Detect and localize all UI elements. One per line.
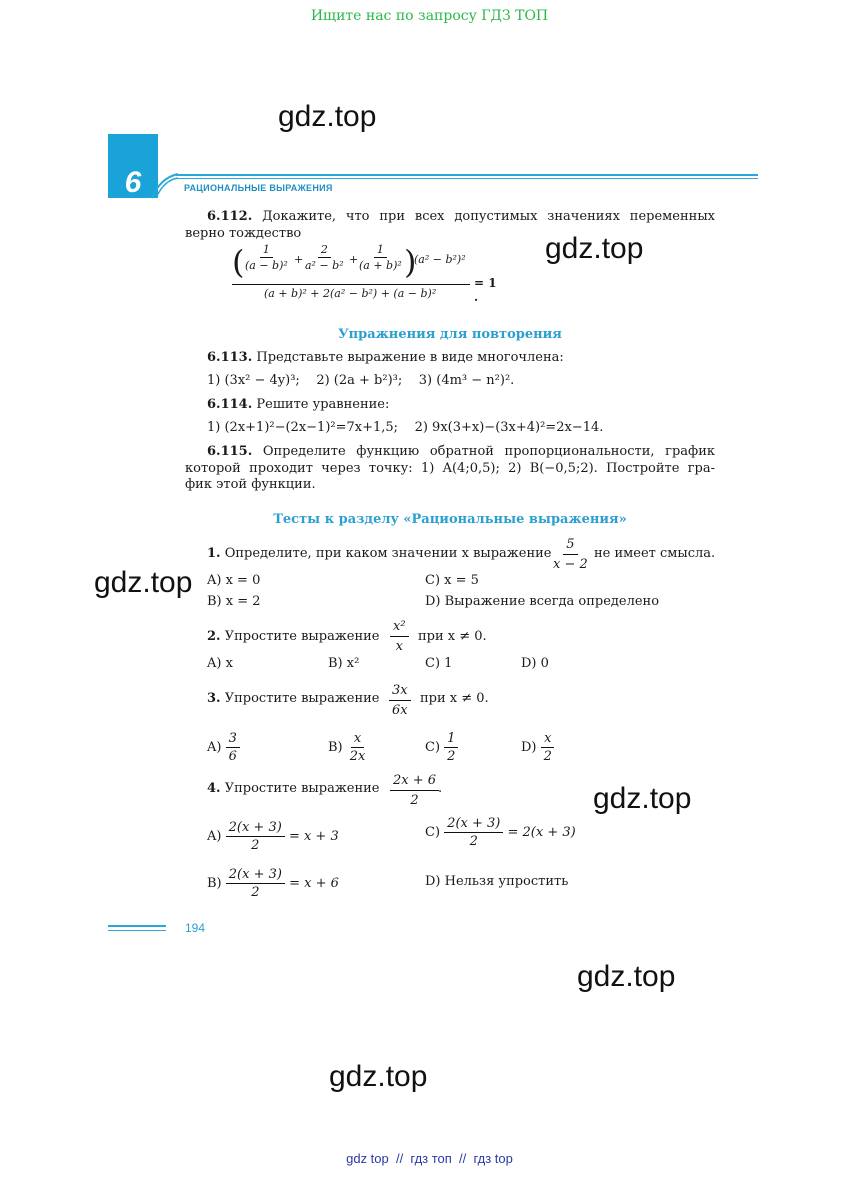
option-label: C) <box>425 740 441 755</box>
fraction-num: x² <box>390 618 409 637</box>
bottom-links[interactable]: gdz top // гдз топ // гдз top <box>346 1151 513 1166</box>
fraction <box>242 243 291 272</box>
problem-text: Решите уравнение: <box>256 397 390 412</box>
test-2-option-d[interactable]: D) 0 <box>521 656 549 671</box>
test-1-fraction <box>550 536 591 573</box>
footer-rule <box>108 930 166 931</box>
problem-text: Представьте выражение в виде многочлена: <box>256 350 564 365</box>
header-rule <box>176 174 758 176</box>
test-text: Упростите выражение <box>224 781 380 796</box>
watermark: gdz.top <box>94 566 193 599</box>
fraction-num: 5 <box>563 536 577 555</box>
problem-6-114-items: 1) (2x+1)²−(2x−1)²=7x+1,5; 2) 9x(3+x)−(3x+4)²=2x−14. <box>207 420 604 435</box>
header-rule <box>176 178 758 179</box>
fraction-den: x <box>395 639 403 654</box>
test-text: Упростите выражение <box>224 629 380 644</box>
test-1-option-a[interactable]: A) x = 0 <box>207 573 261 588</box>
problem-number: 6.115. <box>207 444 253 459</box>
fraction-num: 3x <box>389 682 411 701</box>
test-2-question-end: при x ≠ 0. <box>418 629 487 644</box>
fraction-num: 2(x + 3) <box>444 816 503 833</box>
option-rest: = x + 6 <box>289 876 339 891</box>
fraction-den: 2 <box>251 885 260 900</box>
test-text: Упростите выражение <box>224 691 380 706</box>
identity-formula <box>232 243 497 303</box>
top-search-link[interactable]: Ищите нас по запросу ГДЗ ТОП <box>310 8 549 24</box>
footer-rule <box>108 925 166 927</box>
test-4-fraction <box>390 772 439 809</box>
problem-6-113 <box>207 349 564 366</box>
chapter-title: РАЦИОНАЛЬНЫЕ ВЫРАЖЕНИЯ <box>184 183 333 193</box>
formula-factor: (a² − b²)² <box>414 253 466 266</box>
option-fraction <box>541 731 555 764</box>
fraction-den: 2x <box>349 749 366 764</box>
problem-text: Определите функцию обратной пропорциональности, график <box>262 444 715 459</box>
fraction-den: 2 <box>251 838 260 853</box>
plus-sign: + <box>349 253 359 266</box>
paren-right: ) <box>404 243 417 281</box>
test-1-option-d[interactable]: D) Выражение всегда определено <box>425 594 660 609</box>
plus-sign: + <box>294 253 304 266</box>
test-4-option-d[interactable]: D) Нельзя упростить <box>425 874 569 889</box>
test-number: 1. <box>207 546 221 561</box>
test-3-question-end: при x ≠ 0. <box>420 691 489 706</box>
test-text: Определите, при каком значении x выражение <box>224 546 552 561</box>
watermark: gdz.top <box>577 960 676 993</box>
test-1-option-c[interactable]: C) x = 5 <box>425 573 479 588</box>
problem-text: Докажите, что при всех допустимых значениях переменных <box>262 209 715 224</box>
problem-6-115-line2: которой проходит через точку: 1) A(4;0,5); 2) B(−0,5;2). Постройте гра- <box>185 461 715 476</box>
problem-6-112-line2: верно тождество <box>185 226 302 241</box>
option-fraction <box>347 731 369 764</box>
test-4-option-a[interactable] <box>207 820 339 853</box>
fraction-num: 1 <box>374 243 387 258</box>
fraction <box>356 243 405 272</box>
test-1-option-b[interactable]: B) x = 2 <box>207 594 261 609</box>
fraction-num: x <box>541 731 554 748</box>
option-fraction <box>226 731 240 764</box>
fraction-den: (a + b)² <box>359 259 402 272</box>
option-label: B) <box>207 876 222 891</box>
formula-denominator: (a + b)² + 2(a² − b²) + (a − b)² <box>264 287 437 300</box>
option-fraction <box>444 731 458 764</box>
fraction-den: 2 <box>469 834 478 849</box>
test-2-option-c[interactable]: C) 1 <box>425 656 453 671</box>
option-label: B) <box>328 740 343 755</box>
section-heading-review: Упражнения для повторения <box>338 327 562 342</box>
test-3-option-c[interactable] <box>425 731 458 764</box>
test-3-option-d[interactable] <box>521 731 555 764</box>
main-fraction-bar <box>232 284 470 285</box>
fraction-num: 2 <box>318 243 331 258</box>
fraction-num: 1 <box>260 243 273 258</box>
test-2-option-a[interactable]: A) x <box>207 656 233 671</box>
problem-6-115-line3: фик этой функции. <box>185 477 316 492</box>
fraction-num: x <box>351 731 364 748</box>
test-number: 2. <box>207 629 221 644</box>
formula-equals: = 1 . <box>474 276 497 304</box>
test-3-fraction <box>389 682 411 719</box>
fraction-den: 6 <box>228 749 237 764</box>
problem-6-114 <box>207 396 389 413</box>
fraction-num: 2x + 6 <box>390 772 439 791</box>
fraction-den: a² − b² <box>305 259 344 272</box>
test-number: 3. <box>207 691 221 706</box>
fraction-den: x − 2 <box>553 557 588 572</box>
test-4-question-end: . <box>438 781 443 796</box>
chapter-number: 6 <box>124 166 142 199</box>
fraction-den: 2 <box>543 749 552 764</box>
option-fraction <box>226 867 285 900</box>
fraction-den: (a − b)² <box>245 259 288 272</box>
fraction <box>302 243 347 272</box>
option-label: C) <box>425 825 441 840</box>
fraction-num: 3 <box>226 731 240 748</box>
test-3-question <box>207 690 380 707</box>
problem-number: 6.112. <box>207 209 253 224</box>
fraction-num: 2(x + 3) <box>226 867 285 884</box>
option-label: A) <box>207 829 222 844</box>
test-2-question <box>207 628 380 645</box>
problem-6-112-line1 <box>207 208 715 225</box>
fraction-den: 2 <box>410 793 419 808</box>
test-number: 4. <box>207 781 221 796</box>
page-number: 194 <box>185 921 206 935</box>
watermark: gdz.top <box>278 100 377 133</box>
option-label: D) <box>521 740 537 755</box>
test-3-option-a[interactable] <box>207 731 240 764</box>
test-4-option-b[interactable] <box>207 867 339 900</box>
test-2-fraction <box>390 618 409 655</box>
fraction-num: 1 <box>444 731 458 748</box>
test-3-option-b[interactable] <box>328 731 368 764</box>
problem-number: 6.114. <box>207 397 253 412</box>
fraction-num: 2(x + 3) <box>226 820 285 837</box>
formula-numerator <box>232 243 472 283</box>
test-1-question-end: не имеет смысла. <box>594 546 716 561</box>
paren-left: ( <box>232 243 245 281</box>
option-fraction <box>444 816 503 849</box>
watermark: gdz.top <box>593 782 692 815</box>
test-2-option-b[interactable]: B) x² <box>328 656 360 671</box>
test-1-question <box>207 545 551 562</box>
section-heading-tests: Тесты к разделу «Рациональные выражения» <box>273 512 627 527</box>
fraction-den: 2 <box>447 749 456 764</box>
test-4-option-c[interactable] <box>425 816 576 849</box>
option-label: A) <box>207 740 222 755</box>
problem-6-113-items: 1) (3x² − 4y)³; 2) (2a + b²)³; 3) (4m³ − n²)². <box>207 373 515 388</box>
watermark: gdz.top <box>545 232 644 265</box>
fraction-den: 6x <box>392 703 408 718</box>
option-fraction <box>226 820 285 853</box>
problem-6-115-line1 <box>207 443 715 460</box>
test-4-question <box>207 780 380 797</box>
watermark: gdz.top <box>329 1060 428 1093</box>
option-rest: = x + 3 <box>288 829 339 844</box>
problem-number: 6.113. <box>207 350 253 365</box>
option-rest: = 2(x + 3) <box>507 825 576 840</box>
